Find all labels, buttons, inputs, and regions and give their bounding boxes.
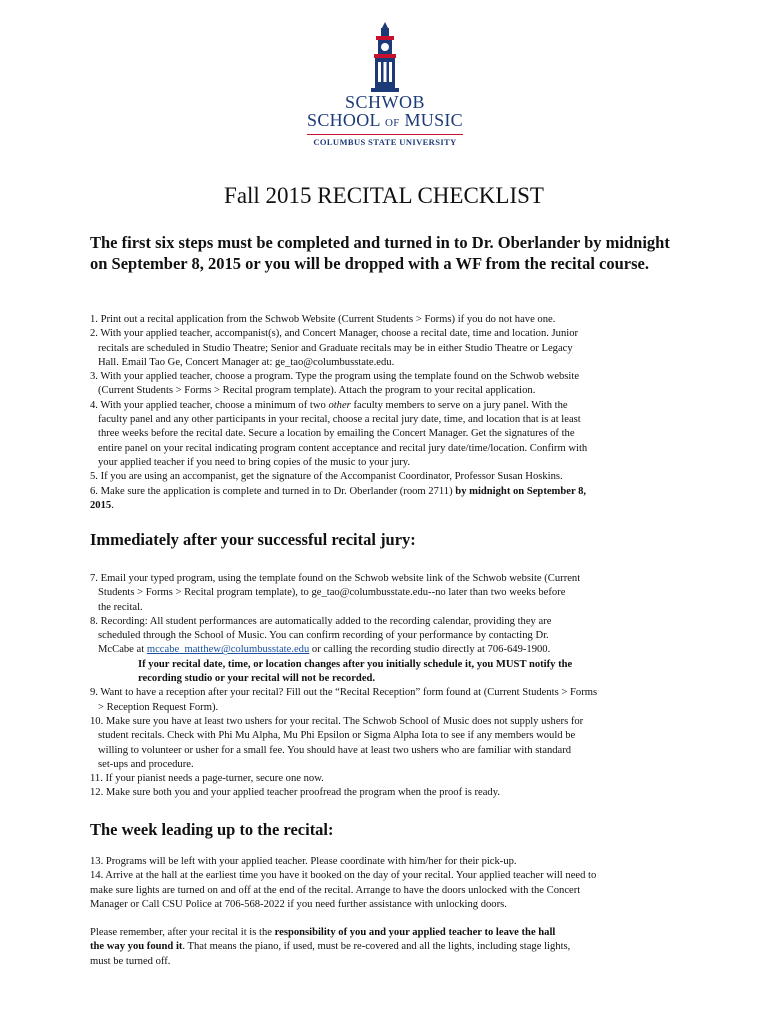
list-item: the recital.: [98, 601, 143, 613]
list-item: McCabe at mccabe_matthew@columbusstate.edu or calling the recording studio directly at 706-649-1900.: [98, 644, 551, 656]
list-item: 2015.: [90, 499, 114, 511]
list-item: 13. Programs will be left with your applied teacher. Please coordinate with him/her for their pick-up.: [90, 856, 517, 867]
steps-list-2: [90, 572, 680, 801]
list-item: Hall. Email Tao Ge, Concert Manager at: ge_tao@columbusstate.edu.: [98, 356, 395, 368]
section-heading-week-before: The week leading up to the recital:: [90, 820, 334, 839]
tower-icon: [365, 22, 405, 92]
page-title: Fall 2015 RECITAL CHECKLIST: [224, 183, 544, 208]
list-item: 12. Make sure both you and your applied teacher proofread the program when the proof is ready.: [90, 787, 500, 799]
section-heading-after-jury: Immediately after your successful recital jury:: [90, 530, 416, 549]
logo-schwob: SCHWOB: [344, 92, 425, 112]
list-item: 2. With your applied teacher, accompanist(s), and Concert Manager, choose a recital date, time and location. Junior: [90, 328, 579, 340]
lead-paragraph: The first six steps must be completed and turned in to Dr. Oberlander by midnight on September 8, 2015 or you will be dropped with a WF from the recital course.: [90, 233, 670, 273]
list-item: scheduled through the School of Music. You can confirm recording of your performance by contacting Dr.: [98, 630, 549, 642]
list-item: recording studio or your recital will not be recorded.: [138, 673, 376, 685]
reminder-text: the way you found it. That means the piano, if used, must be re-covered and all the lights, including stage lights,: [90, 941, 571, 953]
logo-divider: [307, 134, 463, 135]
list-item: 1. Print out a recital application from the Schwob Website (Current Students > Forms) if you do not have one.: [90, 314, 556, 325]
list-item: 6. Make sure the application is complete and turned in to Dr. Oberlander (room 2711) by midnight on September 8,: [90, 485, 587, 497]
list-item: 3. With your applied teacher, choose a program. Type the program using the template found on the Schwob website: [90, 371, 580, 383]
list-item: If your recital date, time, or location changes after you initially schedule it, you MUST notify the: [138, 658, 573, 670]
list-item: 10. Make sure you have at least two ushers for your recital. The Schwob School of Music does not supply ushers for: [90, 715, 584, 727]
steps-list-1: [90, 313, 680, 513]
list-item: 7. Email your typed program, using the template found on the Schwob website link of the Schwob website (Current: [90, 573, 581, 584]
schwob-logo: [300, 22, 470, 160]
list-item: entire panel on your recital indicating program content acceptance and recital jury date/time/location. Confirm with: [98, 442, 588, 454]
list-item: Students > Forms > Recital program template), to ge_tao@columbusstate.edu--no later than two weeks before: [98, 587, 566, 599]
list-item: set-ups and procedure.: [98, 758, 194, 770]
reminder-text: Please remember, after your recital it is the responsibility of you and your applied teacher to leave the hall: [90, 927, 556, 939]
steps-list-3: [90, 855, 680, 969]
list-item: 8. Recording: All student performances are automatically added to the recording calendar, providing they are: [90, 615, 552, 627]
list-item: willing to volunteer or usher for a small fee. You should have at least two ushers who are familiar with standard: [98, 744, 572, 756]
logo-university: COLUMBUS STATE UNIVERSITY: [313, 137, 457, 147]
list-item: Manager or Call CSU Police at 706-568-2022 if you need further assistance with unlocking doors.: [90, 898, 507, 910]
list-item: three weeks before the recital date. Secure a location by emailing the Concert Manager. Get the signatures of the: [98, 428, 575, 440]
spacer: [90, 912, 680, 926]
reminder-text: must be turned off.: [90, 955, 171, 967]
list-item: 4. With your applied teacher, choose a minimum of two other faculty members to serve on a jury panel. With the: [90, 399, 568, 411]
email-link-mccabe[interactable]: mccabe_matthew@columbusstate.edu: [146, 644, 310, 656]
list-item: faculty panel and any other participants in your recital, choose a recital jury date, time, and location that is at least: [98, 414, 581, 426]
list-item: recitals are scheduled in Studio Theatre; Senior and Graduate recitals may be in either Studio Theatre or Legacy: [98, 342, 573, 354]
list-item: (Current Students > Forms > Recital program template). Attach the program to your recital application.: [98, 385, 536, 397]
logo-school-of-music: SCHOOL OF MUSIC: [307, 110, 463, 130]
list-item: 5. If you are using an accompanist, get the signature of the Accompanist Coordinator, Professor Susan Hoskins.: [90, 471, 563, 483]
list-item: 14. Arrive at the hall at the earliest time you have it booked on the day of your recital. Your applied teacher will need to: [90, 870, 597, 882]
list-item: your applied teacher if you need to bring copies of the music to your jury.: [98, 456, 411, 468]
list-item: make sure lights are turned on and off at the end of the recital. Arrange to have the doors unlocked with the Concert: [90, 884, 581, 896]
list-item: student recitals. Check with Phi Mu Alpha, Mu Phi Epsilon or Sigma Alpha Iota to see if any members would be: [98, 730, 576, 742]
list-item: > Reception Request Form).: [98, 701, 219, 713]
list-item: 11. If your pianist needs a page-turner, secure one now.: [90, 773, 324, 785]
list-item: 9. Want to have a reception after your recital? Fill out the “Recital Reception” form found at (Current Students > Forms: [90, 687, 598, 699]
